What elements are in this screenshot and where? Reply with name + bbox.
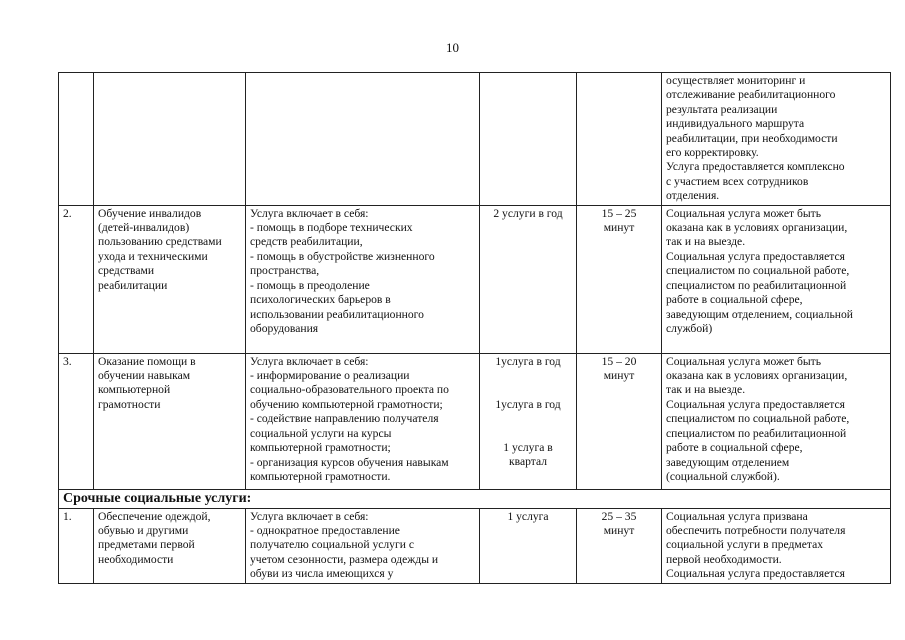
text-line: 2 услуги в год: [493, 206, 563, 220]
text-line: первой необходимости.: [666, 552, 782, 566]
text-line: социальной услуги в предметах: [666, 538, 824, 552]
text-line: - содействие направлению получателя: [250, 412, 439, 426]
text-line: оказана как в условиях организации,: [666, 221, 848, 235]
text-line: [484, 427, 572, 441]
text-line: так и на выезде.: [666, 383, 746, 397]
text-line: работе в социальной сфере,: [666, 441, 803, 455]
text-line: пользованию средствами: [98, 235, 222, 249]
text-line: реабилитации, при необходимости: [666, 131, 838, 145]
text-line: 1услуга в год: [495, 354, 561, 368]
page-number: 10: [446, 40, 459, 55]
text-line: средствами: [98, 264, 155, 278]
section-row: [59, 489, 891, 508]
cell-time: [577, 508, 662, 583]
text-line: отслеживание реабилитационного: [666, 88, 836, 102]
text-line: Услуга предоставляется комплексно: [666, 160, 845, 174]
cell-description: [662, 353, 891, 489]
text-line: квартал: [509, 455, 547, 469]
text-line: Социальная услуга предоставляется: [666, 567, 845, 581]
cell-content: [246, 73, 480, 206]
text-line: - помощь в обустройстве жизненного: [250, 249, 435, 263]
cell-description: [662, 205, 891, 353]
text-line: [484, 369, 572, 383]
text-line: предметами первой: [98, 538, 195, 552]
text-line: компьютерной грамотности;: [250, 441, 391, 455]
services-table: [58, 72, 891, 584]
cell-name: [94, 353, 246, 489]
text-line: необходимости: [98, 552, 174, 566]
text-line: - информирование о реализации: [250, 369, 410, 383]
text-line: оказана как в условиях организации,: [666, 369, 848, 383]
text-line: оборудования: [250, 321, 319, 335]
text-line: Социальная услуга может быть: [666, 206, 822, 220]
text-line: грамотности: [98, 397, 161, 411]
text-line: Обеспечение одеждой,: [98, 509, 211, 523]
text-line: минут: [603, 221, 635, 235]
text-line: Обучение инвалидов: [98, 206, 202, 220]
text-line: с участием всех сотрудников: [666, 174, 809, 188]
cell-content: [246, 205, 480, 353]
text-line: специалистом по социальной работе,: [666, 412, 850, 426]
cell-time: [577, 73, 662, 206]
cell-name: [94, 508, 246, 583]
text-line: 15 – 20: [601, 354, 637, 368]
text-line: учетом сезонности, размера одежды и: [250, 552, 439, 566]
text-line: обучению компьютерной грамотности;: [250, 397, 443, 411]
text-line: психологических барьеров в: [250, 293, 391, 307]
text-line: Услуга включает в себя:: [250, 354, 369, 368]
text-line: заведующим отделением: [666, 455, 790, 469]
text-line: социально-образовательного проекта по: [250, 383, 449, 397]
cell-num: 2.: [59, 205, 94, 353]
cell-content: [246, 508, 480, 583]
cell-time: [577, 205, 662, 353]
text-line: обучении навыкам: [98, 369, 191, 383]
text-line: обувью и другими: [98, 524, 189, 538]
text-line: (детей-инвалидов): [98, 221, 190, 235]
cell-volume: [480, 353, 577, 489]
text-line: получателю социальной услуги с: [250, 538, 414, 552]
text-line: Социальная услуга призвана: [666, 509, 808, 523]
cell-num: 3.: [59, 353, 94, 489]
text-line: ухода и техническими: [98, 249, 208, 263]
text-line: компьютерной грамотности.: [250, 469, 391, 483]
table-row-2: [59, 205, 891, 353]
text-line: работе в социальной сфере,: [666, 293, 803, 307]
table-row-urgent-1: [59, 508, 891, 583]
text-line: минут: [603, 524, 635, 538]
text-line: Социальная услуга предоставляется: [666, 249, 845, 263]
text-line: Услуга включает в себя:: [250, 206, 369, 220]
text-line: [484, 412, 572, 426]
cell-volume: [480, 73, 577, 206]
cell-content: [246, 353, 480, 489]
text-line: - помощь в преодоление: [250, 278, 370, 292]
text-line: компьютерной: [98, 383, 171, 397]
section-title: Срочные социальные услуги:: [59, 489, 891, 508]
text-line: так и на выезде.: [666, 235, 746, 249]
text-line: 15 – 25: [601, 206, 637, 220]
cell-volume: [480, 508, 577, 583]
cell-volume: [480, 205, 577, 353]
cell-name: [94, 73, 246, 206]
text-line: (социальной службой).: [666, 469, 780, 483]
cell-description: [662, 73, 891, 206]
text-line: 1 услуга в: [503, 441, 553, 455]
text-line: 25 – 35: [601, 509, 637, 523]
cell-time: [577, 353, 662, 489]
text-line: специалистом по реабилитационной: [666, 426, 847, 440]
text-line: его корректировку.: [666, 146, 759, 160]
text-line: Социальная услуга предоставляется: [666, 397, 845, 411]
text-line: индивидуального маршрута: [666, 117, 805, 131]
table-row-continued: [59, 73, 891, 206]
text-line: [484, 383, 572, 397]
text-line: - однократное предоставление: [250, 524, 400, 538]
text-line: осуществляет мониторинг и: [666, 74, 806, 87]
text-line: - организация курсов обучения навыкам: [250, 455, 449, 469]
text-line: Услуга включает в себя:: [250, 509, 369, 523]
cell-name: [94, 205, 246, 353]
cell-num: 1.: [59, 508, 94, 583]
text-line: использовании реабилитационного: [250, 307, 424, 321]
text-line: - помощь в подборе технических: [250, 221, 413, 235]
text-line: обеспечить потребности получателя: [666, 524, 846, 538]
text-line: отделения.: [666, 189, 720, 203]
text-line: 1 услуга: [507, 509, 549, 523]
text-line: специалистом по реабилитационной: [666, 278, 847, 292]
text-line: результата реализации: [666, 102, 778, 116]
table-row-3: [59, 353, 891, 489]
text-line: заведующим отделением, социальной: [666, 307, 853, 321]
text-line: Оказание помощи в: [98, 354, 196, 368]
text-line: специалистом по социальной работе,: [666, 264, 850, 278]
text-line: пространства,: [250, 264, 320, 278]
cell-description: [662, 508, 891, 583]
text-line: службой): [666, 321, 713, 335]
text-line: 1услуга в год: [495, 397, 561, 411]
text-line: социальной услуги на курсы: [250, 426, 392, 440]
text-line: обуви из числа имеющихся у: [250, 567, 394, 581]
text-line: Социальная услуга может быть: [666, 354, 822, 368]
text-line: реабилитации: [98, 278, 168, 292]
text-line: средств реабилитации,: [250, 235, 363, 249]
cell-num: [59, 73, 94, 206]
text-line: минут: [603, 369, 635, 383]
